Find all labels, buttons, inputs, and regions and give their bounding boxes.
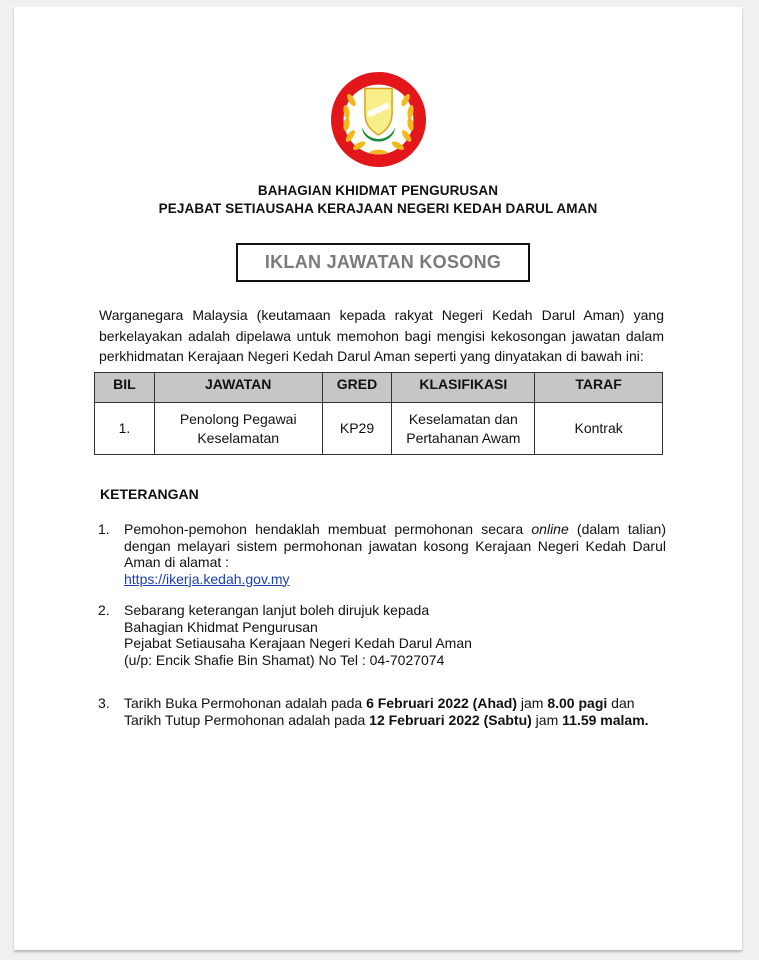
col-header-jawatan: JAWATAN (154, 373, 322, 403)
department-name: BAHAGIAN KHIDMAT PENGURUSAN (257, 183, 499, 198)
klasifikasi-line: Keselamatan dan (408, 410, 518, 427)
jawatan-line: Penolong Pegawai (179, 410, 297, 427)
cell-gred: KP29 (322, 403, 392, 455)
table-row (95, 403, 663, 455)
text: Pemohon-pemohon hendaklah membuat permohonan secara (124, 521, 532, 537)
text: Tarikh Buka Permohonan adalah pada (124, 695, 367, 711)
close-date-line (124, 712, 666, 729)
close-date: 12 Februari 2022 (Sabtu) (369, 711, 532, 728)
cell-jawatan (154, 403, 322, 455)
item-number: 2. (98, 602, 110, 618)
item-number: 3. (98, 695, 110, 711)
intro-paragraph (99, 305, 664, 367)
notice-title: IKLAN JAWATAN KOSONG (264, 252, 502, 272)
text: jam (531, 711, 563, 728)
online-emphasis: online (531, 521, 569, 537)
item-line: dengan melayari sistem permohonan jawatan kosong Kerajaan Negeri Kedah Darul (124, 537, 666, 554)
table-header-row (95, 373, 663, 403)
open-date: 6 Februari 2022 (Ahad) (366, 695, 517, 711)
cell-taraf: Kontrak (535, 403, 663, 455)
open-time: 8.00 pagi (547, 695, 608, 711)
keterangan-heading: KETERANGAN (100, 486, 199, 502)
item-line: Aman di alamat : (124, 554, 230, 570)
text: dan (607, 695, 635, 711)
text: (dalam talian) (568, 521, 667, 537)
text: Tarikh Tutup Permohonan adalah pada (124, 711, 370, 728)
vacancy-table (94, 372, 663, 455)
col-header-klasifikasi: KLASIFIKASI (392, 373, 535, 403)
text: jam (517, 695, 548, 711)
office-name: PEJABAT SETIAUSAHA KERAJAAN NEGERI KEDAH DARUL AMAN (158, 201, 598, 216)
jawatan-line: Keselamatan (197, 429, 280, 446)
cell-klasifikasi (392, 403, 535, 455)
col-header-bil: BIL (95, 373, 155, 403)
item-number: 1. (98, 521, 110, 537)
item-line: Pejabat Setiausaha Kerajaan Negeri Kedah Darul Aman (124, 635, 472, 651)
intro-line: berkelayakan adalah dipelawa untuk memohon bagi mengisi kekosongan jawatan dalam (99, 327, 664, 344)
notice-title-box (236, 243, 530, 282)
item-line (124, 521, 666, 538)
ikerja-link[interactable]: https://ikerja.kedah.gov.my (124, 570, 290, 587)
kedah-crest-logo-icon (330, 71, 427, 168)
open-date-line (124, 695, 666, 712)
document-page (14, 7, 742, 950)
close-time: 11.59 malam. (562, 711, 649, 728)
item-line: Sebarang keterangan lanjut boleh dirujuk kepada (124, 602, 430, 618)
item-line: Bahagian Khidmat Pengurusan (124, 618, 318, 635)
cell-bil: 1. (95, 403, 155, 455)
contact-line: (u/p: Encik Shafie Bin Shamat) No Tel : 04-7027074 (124, 651, 445, 668)
col-header-gred: GRED (322, 373, 392, 403)
col-header-taraf: TARAF (535, 373, 663, 403)
intro-line: Warganegara Malaysia (keutamaan kepada rakyat Negeri Kedah Darul Aman) yang (99, 307, 664, 323)
intro-line: perkhidmatan Kerajaan Negeri Kedah Darul Aman seperti yang dinyatakan di bawah ini: (99, 348, 644, 364)
klasifikasi-line: Pertahanan Awam (406, 429, 521, 446)
